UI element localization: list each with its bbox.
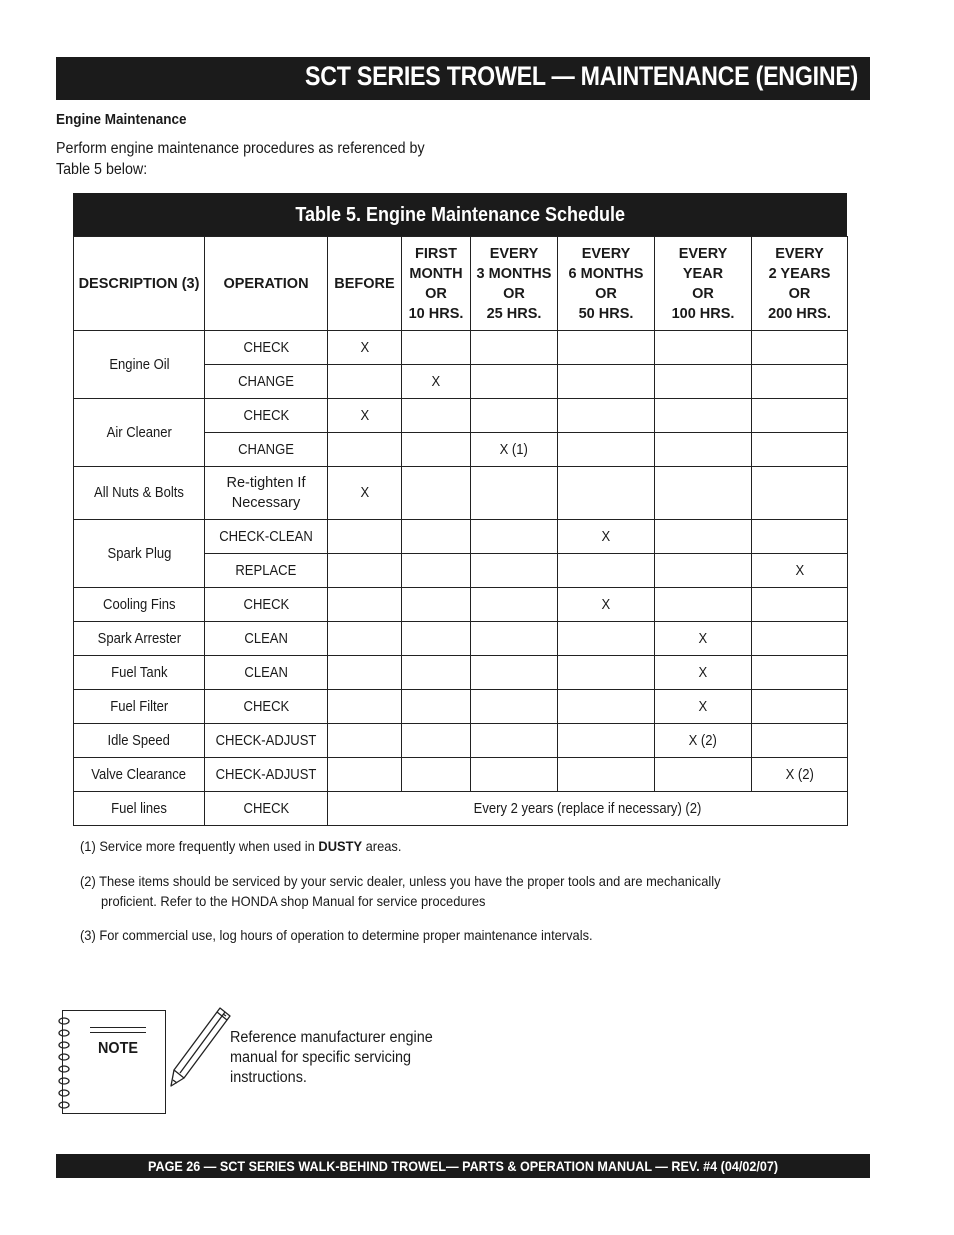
column-header: DESCRIPTION (3): [74, 237, 205, 331]
footer-text: PAGE 26 — SCT SERIES WALK-BEHIND TROWEL— PARTS & OPERATION MANUAL — REV. #4 (04/02/07): [147, 1158, 779, 1174]
footnote-3: (3) For commercial use, log hours of operation to determine proper maintenance intervals.: [80, 927, 593, 943]
schedule-mark-cell: [471, 399, 558, 433]
description-cell: Spark Arrester: [74, 622, 205, 656]
schedule-mark-cell: [328, 656, 402, 690]
schedule-mark-cell: [558, 365, 655, 399]
column-header: EVERY 3 MONTHS OR 25 HRS.: [471, 237, 558, 331]
schedule-mark-cell: [752, 433, 848, 467]
description-cell: Fuel lines: [74, 792, 205, 826]
intro-line: Perform engine maintenance procedures as referenced by: [56, 140, 425, 157]
schedule-mark-cell: [402, 724, 471, 758]
operation-cell: CHECK: [205, 588, 328, 622]
schedule-mark-cell: [328, 520, 402, 554]
section-heading: Engine Maintenance: [56, 111, 187, 128]
schedule-mark-cell: [471, 622, 558, 656]
schedule-mark-cell: [655, 467, 752, 520]
schedule-mark-cell: [402, 399, 471, 433]
intro-paragraph: [56, 138, 452, 180]
schedule-grid: [73, 236, 848, 826]
schedule-mark-cell: [752, 588, 848, 622]
schedule-mark-cell: [328, 433, 402, 467]
schedule-mark-cell: [752, 690, 848, 724]
schedule-mark-cell: [402, 656, 471, 690]
operation-cell: Re-tighten If Necessary: [205, 467, 328, 520]
column-header: FIRST MONTH OR 10 HRS.: [402, 237, 471, 331]
note-text: Reference manufacturer engine manual for specific servicing instructions.: [230, 1029, 433, 1086]
footnote-2-line-2: proficient. Refer to the HONDA shop Manual for service procedures: [101, 893, 486, 909]
schedule-mark-cell: [655, 588, 752, 622]
page-footer: [56, 1154, 870, 1178]
schedule-mark-cell: [471, 588, 558, 622]
page-title: SCT SERIES TROWEL — MAINTENANCE (ENGINE): [304, 61, 858, 91]
schedule-mark-cell: X: [655, 622, 752, 656]
operation-cell: CHECK: [205, 331, 328, 365]
schedule-mark-cell: [471, 690, 558, 724]
schedule-mark-cell: [752, 724, 848, 758]
note-rule: [90, 1032, 146, 1033]
schedule-mark-cell: [471, 331, 558, 365]
table-row: [74, 690, 848, 724]
schedule-mark-cell: [655, 554, 752, 588]
schedule-mark-cell: X: [558, 588, 655, 622]
schedule-mark-cell: [471, 467, 558, 520]
description-cell: Fuel Tank: [74, 656, 205, 690]
footnote-2-line-1: (2) These items should be serviced by your servic dealer, unless you have the proper tools and are mechanically: [80, 873, 721, 889]
schedule-mark-cell: [328, 554, 402, 588]
schedule-mark-cell: [655, 520, 752, 554]
schedule-mark-cell: [402, 690, 471, 724]
table-header-row: [74, 237, 848, 331]
table-row: [74, 622, 848, 656]
schedule-mark-cell: [402, 758, 471, 792]
schedule-mark-cell: [402, 467, 471, 520]
table-row: [74, 399, 848, 433]
table-row: [74, 331, 848, 365]
schedule-mark-cell: X: [752, 554, 848, 588]
schedule-mark-cell: [328, 758, 402, 792]
schedule-mark-cell: X: [328, 331, 402, 365]
schedule-mark-cell: [558, 690, 655, 724]
schedule-mark-cell: [558, 467, 655, 520]
schedule-mark-cell: [558, 758, 655, 792]
schedule-mark-cell: X: [402, 365, 471, 399]
schedule-mark-cell: [752, 467, 848, 520]
table-row: [74, 467, 848, 520]
schedule-mark-cell: [655, 758, 752, 792]
schedule-mark-cell: X (2): [752, 758, 848, 792]
description-cell: Air Cleaner: [74, 399, 205, 467]
operation-cell: CLEAN: [205, 622, 328, 656]
schedule-mark-cell: [471, 656, 558, 690]
spiral-binding-icon: [55, 1015, 73, 1115]
column-header: EVERY 2 YEARS OR 200 HRS.: [752, 237, 848, 331]
schedule-mark-cell: [402, 588, 471, 622]
schedule-mark-cell: [471, 520, 558, 554]
schedule-mark-cell: [402, 433, 471, 467]
column-header: EVERY YEAR OR 100 HRS.: [655, 237, 752, 331]
description-cell: Fuel Filter: [74, 690, 205, 724]
schedule-mark-cell: [558, 399, 655, 433]
description-cell: Cooling Fins: [74, 588, 205, 622]
schedule-mark-cell: X: [558, 520, 655, 554]
operation-cell: CHANGE: [205, 365, 328, 399]
table-row: [74, 520, 848, 554]
schedule-mark-cell: [752, 399, 848, 433]
table-caption: [73, 193, 847, 236]
operation-cell: CHECK-CLEAN: [205, 520, 328, 554]
schedule-mark-cell: [471, 554, 558, 588]
table-caption-text: Table 5. Engine Maintenance Schedule: [295, 204, 625, 226]
schedule-mark-cell: [752, 520, 848, 554]
operation-cell: CHANGE: [205, 433, 328, 467]
schedule-mark-cell: [402, 554, 471, 588]
schedule-mark-cell: [471, 365, 558, 399]
table-row: [74, 758, 848, 792]
operation-cell: CHECK: [205, 792, 328, 826]
schedule-mark-cell: [655, 365, 752, 399]
page-title-bar: [56, 57, 870, 100]
operation-cell: CHECK-ADJUST: [205, 758, 328, 792]
schedule-mark-cell: X (1): [471, 433, 558, 467]
table-row: [74, 724, 848, 758]
schedule-mark-cell: [752, 365, 848, 399]
description-cell: Spark Plug: [74, 520, 205, 588]
schedule-mark-cell: [402, 331, 471, 365]
schedule-mark-cell: [558, 656, 655, 690]
schedule-mark-cell: [558, 433, 655, 467]
schedule-mark-cell: [558, 331, 655, 365]
column-header: EVERY 6 MONTHS OR 50 HRS.: [558, 237, 655, 331]
footnote-1: (1) Service more frequently when used in DUSTY areas.: [80, 838, 402, 854]
schedule-mark-cell: X: [328, 467, 402, 520]
schedule-mark-cell: [328, 622, 402, 656]
interval-note-cell: Every 2 years (replace if necessary) (2): [328, 792, 848, 826]
schedule-mark-cell: [328, 365, 402, 399]
operation-cell: CHECK: [205, 399, 328, 433]
schedule-mark-cell: [558, 724, 655, 758]
description-cell: Engine Oil: [74, 331, 205, 399]
schedule-mark-cell: X: [328, 399, 402, 433]
table-row: [74, 656, 848, 690]
schedule-mark-cell: [471, 724, 558, 758]
schedule-mark-cell: X: [655, 656, 752, 690]
operation-cell: CLEAN: [205, 656, 328, 690]
schedule-mark-cell: [402, 622, 471, 656]
table-row: [74, 588, 848, 622]
intro-line: Table 5 below:: [56, 161, 148, 178]
schedule-mark-cell: [328, 690, 402, 724]
schedule-mark-cell: X (2): [655, 724, 752, 758]
schedule-mark-cell: X: [655, 690, 752, 724]
operation-cell: CHECK-ADJUST: [205, 724, 328, 758]
operation-cell: REPLACE: [205, 554, 328, 588]
schedule-mark-cell: [558, 554, 655, 588]
schedule-mark-cell: [328, 588, 402, 622]
column-header: OPERATION: [205, 237, 328, 331]
note-label: NOTE: [98, 1040, 139, 1057]
schedule-mark-cell: [655, 433, 752, 467]
description-cell: Valve Clearance: [74, 758, 205, 792]
schedule-mark-cell: [752, 656, 848, 690]
operation-cell: CHECK: [205, 690, 328, 724]
table-row: [74, 792, 848, 826]
schedule-mark-cell: [328, 724, 402, 758]
description-cell: All Nuts & Bolts: [74, 467, 205, 520]
note-rule: [90, 1027, 146, 1028]
description-cell: Idle Speed: [74, 724, 205, 758]
maintenance-schedule-table: [73, 193, 847, 826]
schedule-mark-cell: [558, 622, 655, 656]
pencil-icon: [168, 1004, 234, 1090]
schedule-mark-cell: [655, 399, 752, 433]
schedule-mark-cell: [471, 758, 558, 792]
column-header: BEFORE: [328, 237, 402, 331]
schedule-mark-cell: [752, 622, 848, 656]
schedule-mark-cell: [655, 331, 752, 365]
schedule-mark-cell: [402, 520, 471, 554]
schedule-mark-cell: [752, 331, 848, 365]
note-notebook-icon: [62, 1010, 166, 1114]
